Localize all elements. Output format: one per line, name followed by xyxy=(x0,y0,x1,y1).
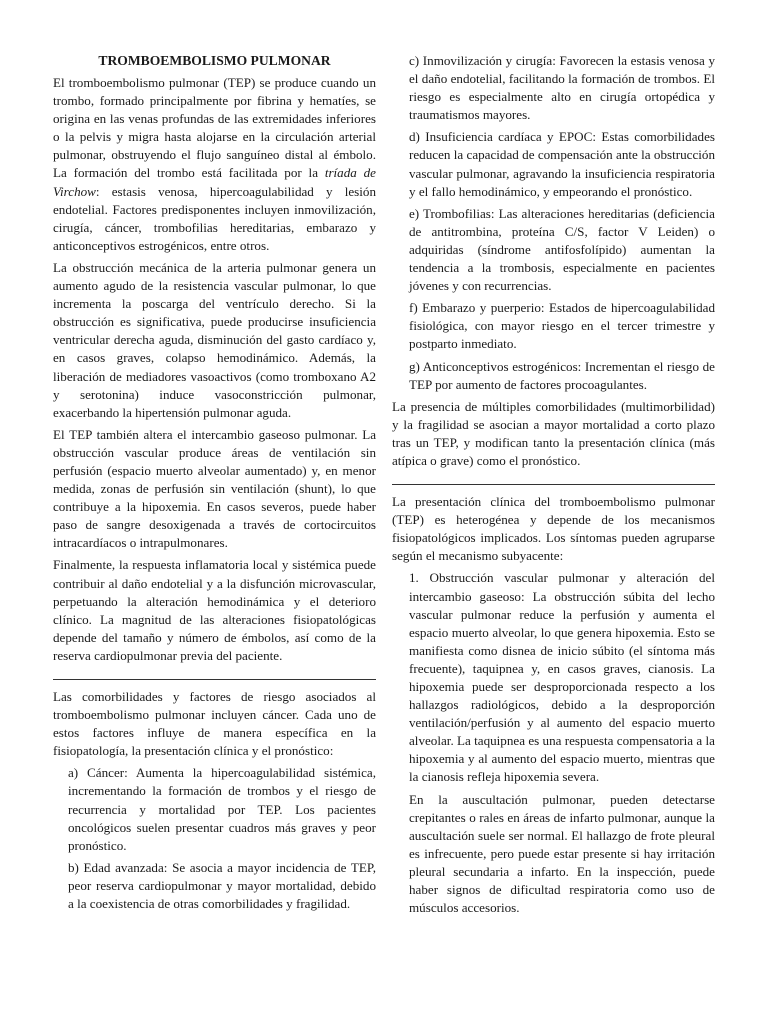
intro-text-a: El tromboembolismo pulmonar (TEP) se produce cuando un trombo, formado principalmente por fibrina y hematíes, se origina en las venas profundas de las extremidades inferiores o la pelvis y migra hasta alojarse en la circulación arterial pulmonar, obstruyendo el flujo sanguíneo distal al émbolo. La formación del trombo está facilitada por la xyxy=(53,75,376,181)
intro-paragraph xyxy=(53,74,376,255)
list-item-age: b) Edad avanzada: Se asocia a mayor incidencia de TEP, peor reserva cardiopulmonar y mayor mortalidad, debido a la coexistencia de otras comorbilidades y fragilidad. xyxy=(68,859,376,912)
auscultation-paragraph: En la auscultación pulmonar, pueden detectarse crepitantes o rales en áreas de infarto pulmonar, aunque la auscultación suele ser normal. El hallazgo de frote pleural es infrecuente, pero puede estar presente si hay irritación pleural secundaria a infarto. En la inspección, puede haber signos de dificultad respiratoria como uso de músculos accesorios. xyxy=(409,791,715,916)
virchow-term: tríada de Virchow xyxy=(53,165,376,199)
right-column xyxy=(392,52,715,1024)
hemodynamics-paragraph: La obstrucción mecánica de la arteria pulmonar genera un aumento agudo de la resistencia vascular pulmonar, lo que incrementa la poscarga del ventrículo derecho. Si la obstrucción es significativa, puede producirse insuficiencia ventricular derecha aguda, disminución del gasto cardíaco y, en casos graves, colapso hemodinámico. Además, la liberación de mediadores vasoactivos (como tromboxano A2 y serotonina) induce vasoconstricción pulmonar, exacerbando la hipertensión pulmonar aguda. xyxy=(53,259,376,420)
left-column xyxy=(53,52,376,1024)
section-divider xyxy=(53,679,376,680)
list-item-immobilization: c) Inmovilización y cirugía: Favorecen la estasis venosa y el daño endotelial, facilitando la formación de trombos. El riesgo es especialmente alto en cirugía ortopédica y traumatismos mayores. xyxy=(409,53,715,123)
list-item-heart-failure: d) Insuficiencia cardíaca y EPOC: Estas comorbilidades reducen la capacidad de compensación ante la obstrucción vascular pulmonar, agravando la insuficiencia respiratoria y el fallo hemodinámico, y empeorando el pronóstico. xyxy=(409,129,715,199)
list-item-thrombophilia: e) Trombofilias: Las alteraciones hereditarias (deficiencia de antitrombina, proteína C/S, factor V Leiden) o adquiridas (síndrome antifosfolípido) aumentan la tendencia a la trombosis, especialmente en pacientes jóvenes y con recurrencias. xyxy=(409,205,715,294)
gas-exchange-paragraph: El TEP también altera el intercambio gaseoso pulmonar. La obstrucción vascular produce áreas de ventilación sin perfusión (espacio muerto alveolar aumentado) y, en menor medida, zonas de perfusión sin ventilación (shunt), lo que contribuye a la hipoxemia. En casos severos, puede haber paso de sangre desoxigenada a través de cortocircuitos intracardíacos o intrapulmonares. xyxy=(53,426,376,551)
section-divider xyxy=(392,484,715,485)
list-item-contraceptives: g) Anticonceptivos estrogénicos: Incrementan el riesgo de TEP por aumento de factores procoagulantes. xyxy=(409,358,715,392)
presentation-paragraph: La presentación clínica del tromboembolismo pulmonar (TEP) es heterogénea y depende de los mecanismos fisiopatológicos implicados. Los síntomas pueden agruparse según el mecanismo subyacente: xyxy=(392,494,715,564)
list-item-pregnancy: f) Embarazo y puerperio: Estados de hipercoagulabilidad fisiológica, con mayor riesgo en el tercer trimestre y postparto inmediato. xyxy=(409,300,715,352)
list-item-cancer: a) Cáncer: Aumenta la hipercoagulabilidad sistémica, incrementando la formación de trombos y el riesgo de recurrencia y mortalidad por TEP. Los pacientes oncológicos suelen presentar cuadros más graves y peor pronóstico. xyxy=(68,765,376,853)
document-title: TROMBOEMBOLISMO PULMONAR xyxy=(98,53,331,68)
inflammation-paragraph: Finalmente, la respuesta inflamatoria local y sistémica puede contribuir al daño endotelial y a la disfunción microvascular, perpetuando la alteración hemodinámica y el deterioro clínico. La magnitud de las alteraciones fisiopatológicas depende del tamaño y número de émbolos, así como de la reserva cardiopulmonar previa del paciente. xyxy=(53,557,376,663)
multimorbidity-paragraph: La presencia de múltiples comorbilidades (multimorbilidad) y la fragilidad se asocian a mayor mortalidad a corto plazo tras un TEP, y modifican tanto la presentación clínica (más atípica o grave) como el pronóstico. xyxy=(392,398,715,468)
comorbidities-paragraph: Las comorbilidades y factores de riesgo asociados al tromboembolismo pulmonar incluyen cáncer. Cada uno de estos factores influye de manera específica en la fisiopatología, la presentación clínica y el pronóstico: xyxy=(53,689,376,759)
list-item-obstruction: 1. Obstrucción vascular pulmonar y alteración del intercambio gaseoso: La obstrucción súbita del lecho vascular pulmonar reduce la perfusión y aumenta el espacio muerto alveolar, lo que genera hipoxemia. Esto se manifiesta como disnea de inicio súbito (el síntoma más frecuente), taquipnea y, en casos graves, cianosis. La hipoxemia puede ser desproporcionada respecto a los hallazgos radiológicos, debido a la desproporción ventilación/perfusión y al aumento del espacio muerto alveolar. La taquipnea es una respuesta compensatoria a la hipoxemia y al aumento del espacio muerto, mientras que la cianosis refleja hipoxemia severa. xyxy=(409,570,715,785)
intro-text-b: : estasis venosa, hipercoagulabilidad y lesión endotelial. Factores predisponentes incluyen inmovilización, cirugía, cáncer, trombofilias hereditarias, embarazo y anticonceptivos estrogénicos, entre otros. xyxy=(53,183,376,253)
